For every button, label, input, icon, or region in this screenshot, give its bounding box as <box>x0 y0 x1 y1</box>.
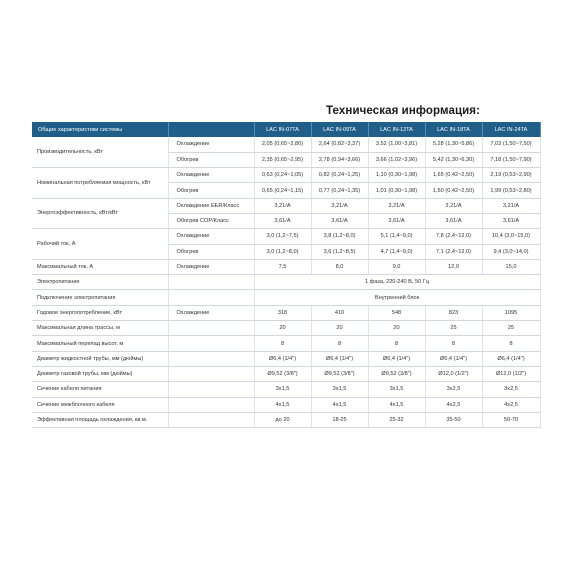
value-cell: 20 <box>368 321 425 336</box>
value-cell: 20 <box>311 321 368 336</box>
value-cell: до 20 <box>254 412 311 427</box>
value-cell: 3,6 (1,2~8,5) <box>311 244 368 259</box>
column-header: LAC IN-09TA <box>311 122 368 137</box>
row-mode <box>168 275 254 290</box>
spec-table <box>32 122 541 428</box>
row-mode <box>168 290 254 305</box>
value-cell: 1,01 (0,30~1,98) <box>368 183 425 198</box>
value-cell: Ø12,0 (1/2") <box>425 366 482 381</box>
row-label: Сечение межблочного кабеля <box>32 397 168 412</box>
value-cell: 7,18 (1,50~7,90) <box>482 152 540 167</box>
row-mode: Охлаждение <box>168 168 254 183</box>
row-label: Производительность, кВт <box>32 137 168 168</box>
value-cell: 7,1 (2,4~12,0) <box>425 244 482 259</box>
table-row <box>32 229 540 244</box>
value-cell: 3,61/A <box>254 213 311 228</box>
row-mode: Охлаждение EER/Класс <box>168 198 254 213</box>
row-label: Электропитание <box>32 275 168 290</box>
value-cell: Ø6,4 (1/4") <box>368 351 425 366</box>
value-cell: 50-70 <box>482 412 540 427</box>
row-mode <box>168 397 254 412</box>
row-label: Рабочий ток, А <box>32 229 168 260</box>
row-mode <box>168 382 254 397</box>
table-row <box>32 412 540 427</box>
value-cell: Ø6,4 (1/4") <box>311 351 368 366</box>
value-cell: 3,52 (1,00~3,81) <box>368 137 425 152</box>
value-cell: 0,63 (0,24~1,05) <box>254 168 311 183</box>
value-cell: 5,1 (1,4~9,0) <box>368 229 425 244</box>
value-cell: 2,19 (0,53~2,90) <box>482 168 540 183</box>
value-cell: 3x2,5 <box>425 382 482 397</box>
value-cell: 8 <box>311 336 368 351</box>
value-cell: 35-50 <box>425 412 482 427</box>
column-header: LAC IN-12TA <box>368 122 425 137</box>
value-cell: 3x1,5 <box>254 382 311 397</box>
value-cell: 3x1,5 <box>311 382 368 397</box>
table-row <box>32 259 540 274</box>
value-cell: 3,8 (1,2~8,0) <box>311 229 368 244</box>
table-row <box>32 351 540 366</box>
value-cell: 8 <box>482 336 540 351</box>
value-cell: 5,28 (1,30~5,86) <box>425 137 482 152</box>
value-cell: Ø9,52 (3/8") <box>254 366 311 381</box>
row-label: Максимальная длина трассы, м <box>32 321 168 336</box>
page-title: Техническая информация: <box>326 105 481 117</box>
value-cell: 15,0 <box>482 259 540 274</box>
table-row <box>32 290 540 305</box>
row-label: Максимальный ток, А <box>32 259 168 274</box>
value-cell: 4x2,5 <box>425 397 482 412</box>
value-cell: 25 <box>482 321 540 336</box>
column-header: LAC IN-07TA <box>254 122 311 137</box>
value-cell: 9,4 (3,0~14,0) <box>482 244 540 259</box>
value-cell: 5,42 (1,30~6,30) <box>425 152 482 167</box>
column-header: LAC IN-18TA <box>425 122 482 137</box>
row-mode: Охлаждение <box>168 229 254 244</box>
value-cell: 8 <box>368 336 425 351</box>
value-cell: 3,61/A <box>482 213 540 228</box>
row-mode <box>168 321 254 336</box>
value-cell: 12,0 <box>425 259 482 274</box>
row-mode: Охлаждение <box>168 305 254 320</box>
value-cell: 3,61/A <box>311 213 368 228</box>
row-mode: Обогрев <box>168 183 254 198</box>
value-cell: 4x1,5 <box>254 397 311 412</box>
value-cell: 1,99 (0,53~2,80) <box>482 183 540 198</box>
table-row <box>32 336 540 351</box>
row-mode <box>168 412 254 427</box>
table-header-row <box>32 122 540 137</box>
value-cell: 823 <box>425 305 482 320</box>
table-row <box>32 321 540 336</box>
table-row <box>32 366 540 381</box>
column-header: Общие характеристики системы <box>32 122 168 137</box>
value-cell: Ø6,4 (1/4") <box>482 351 540 366</box>
row-label: Энергоэффективность, кВт/кВт <box>32 198 168 229</box>
merged-value-cell: 1 фаза, 220-240 В, 50 Гц <box>254 275 540 290</box>
row-mode: Охлаждение <box>168 137 254 152</box>
value-cell: 0,65 (0,24~1,15) <box>254 183 311 198</box>
value-cell: 25 <box>425 321 482 336</box>
value-cell: 8 <box>254 336 311 351</box>
row-label: Максимальный перепад высот, м <box>32 336 168 351</box>
table-row <box>32 198 540 213</box>
value-cell: 10,4 (3,0~15,0) <box>482 229 540 244</box>
value-cell: 3,21/A <box>368 198 425 213</box>
value-cell: 3,0 (1,2~7,5) <box>254 229 311 244</box>
value-cell: Ø9,52 (3/8") <box>368 366 425 381</box>
row-label: Годовое энергопотребление, кВт <box>32 305 168 320</box>
value-cell: 3,61/A <box>368 213 425 228</box>
value-cell: 1,10 (0,30~1,98) <box>368 168 425 183</box>
merged-value-cell: Внутренний блок <box>254 290 540 305</box>
value-cell: 3,21/A <box>482 198 540 213</box>
value-cell: 0,82 (0,24~1,25) <box>311 168 368 183</box>
row-label: Номинальная потребляемая мощность, кВт <box>32 168 168 199</box>
value-cell: 1,65 (0,42~2,50) <box>425 168 482 183</box>
row-mode: Охлаждение <box>168 259 254 274</box>
value-cell: 3,66 (1,02~3,96) <box>368 152 425 167</box>
value-cell: Ø12,0 (1/2") <box>482 366 540 381</box>
table-row <box>32 168 540 183</box>
value-cell: 3,0 (1,2~8,0) <box>254 244 311 259</box>
value-cell: 1095 <box>482 305 540 320</box>
value-cell: 20 <box>254 321 311 336</box>
row-mode <box>168 336 254 351</box>
value-cell: Ø9,52 (3/8") <box>311 366 368 381</box>
table-row <box>32 382 540 397</box>
value-cell: 8 <box>425 336 482 351</box>
row-mode: Обогрев <box>168 244 254 259</box>
value-cell: 4x1,5 <box>311 397 368 412</box>
value-cell: 3,21/A <box>311 198 368 213</box>
value-cell: Ø6,4 (1/4") <box>425 351 482 366</box>
row-label: Диаметр жидкостной трубы, мм (дюймы) <box>32 351 168 366</box>
value-cell: 2,78 (0,94~3,66) <box>311 152 368 167</box>
value-cell: 3,21/A <box>254 198 311 213</box>
value-cell: 2,05 (0,65~2,80) <box>254 137 311 152</box>
value-cell: 3,61/A <box>425 213 482 228</box>
row-label: Сечение кабеля питания <box>32 382 168 397</box>
value-cell: 318 <box>254 305 311 320</box>
row-label: Диаметр газовой трубы, мм (дюймы) <box>32 366 168 381</box>
table-row <box>32 397 540 412</box>
column-header: LAC IN-24TA <box>482 122 540 137</box>
value-cell: 0,77 (0,24~1,35) <box>311 183 368 198</box>
table-row <box>32 137 540 152</box>
value-cell: 7,5 <box>254 259 311 274</box>
value-cell: 410 <box>311 305 368 320</box>
table-row <box>32 305 540 320</box>
row-label: Подключение электропитания <box>32 290 168 305</box>
value-cell: 7,8 (2,4~12,0) <box>425 229 482 244</box>
value-cell: 18-25 <box>311 412 368 427</box>
value-cell: 4x2,5 <box>482 397 540 412</box>
value-cell: 3x2,5 <box>482 382 540 397</box>
value-cell: 2,35 (0,65~2,95) <box>254 152 311 167</box>
value-cell: 548 <box>368 305 425 320</box>
value-cell: 8,0 <box>311 259 368 274</box>
value-cell: 7,03 (1,50~7,50) <box>482 137 540 152</box>
value-cell: Ø6,4 (1/4") <box>254 351 311 366</box>
row-mode: Обогрев COP/Класс <box>168 213 254 228</box>
value-cell: 4x1,5 <box>368 397 425 412</box>
value-cell: 3,21/A <box>425 198 482 213</box>
row-mode <box>168 366 254 381</box>
row-mode: Обогрев <box>168 152 254 167</box>
value-cell: 1,50 (0,42~2,50) <box>425 183 482 198</box>
value-cell: 9,0 <box>368 259 425 274</box>
table-row <box>32 275 540 290</box>
value-cell: 2,64 (0,82~3,37) <box>311 137 368 152</box>
column-header <box>168 122 254 137</box>
value-cell: 4,7 (1,4~9,0) <box>368 244 425 259</box>
value-cell: 3x1,5 <box>368 382 425 397</box>
row-label: Эффективная площадь охлаждения, кв.м. <box>32 412 168 427</box>
value-cell: 25-32 <box>368 412 425 427</box>
row-mode <box>168 351 254 366</box>
